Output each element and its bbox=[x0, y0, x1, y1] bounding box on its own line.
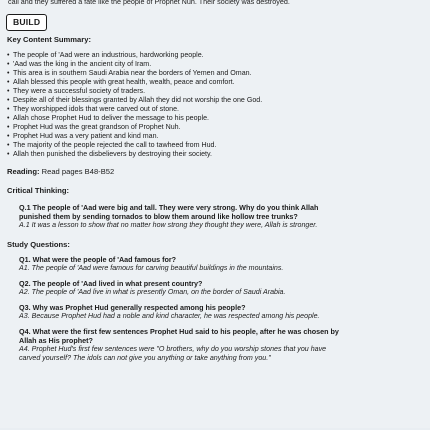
study-question-continued: Allah as His prophet? bbox=[19, 336, 93, 346]
study-question: Q3. Why was Prophet Hud generally respected among his people? bbox=[19, 303, 246, 313]
critical-question-line-2: punished them by sending tornados to blow them around like hollow tree trunks? bbox=[19, 211, 298, 221]
study-answer: A1. The people of 'Aad were famous for carving beautiful buildings in the mountains. bbox=[19, 264, 284, 273]
critical-thinking-heading: Critical Thinking: bbox=[7, 186, 70, 195]
reading-label: Reading: bbox=[7, 167, 40, 177]
summary-item: • This area is in southern Saudi Arabia near the borders of Yemen and Oman. bbox=[7, 69, 420, 78]
study-questions-heading: Study Questions: bbox=[7, 239, 70, 249]
summary-item: • Prophet Hud was a very patient and kind man. bbox=[7, 132, 420, 141]
summary-item: • They were a successful society of traders. bbox=[7, 87, 420, 96]
summary-item: • 'Aad was the king in the ancient city of Iram. bbox=[7, 60, 420, 69]
summary-item: • Allah blessed this people with great health, wealth, peace and comfort. bbox=[7, 78, 420, 87]
summary-heading: Key Content Summary: bbox=[7, 35, 91, 44]
build-badge: BUILD bbox=[6, 14, 47, 31]
summary-item: • The people of 'Aad were an industrious, hardworking people. bbox=[7, 51, 420, 60]
summary-item: • Despite all of their blessings granted by Allah they did not worship the one God. bbox=[7, 96, 420, 105]
critical-question-block bbox=[19, 203, 420, 230]
summary-item: • They worshipped idols that were carved out of stone. bbox=[7, 105, 420, 114]
summary-item: • Allah chose Prophet Hud to deliver the message to his people. bbox=[7, 114, 420, 123]
summary-item: • The majority of the people rejected the call to tawheed from Hud. bbox=[7, 141, 420, 150]
top-partial-line: call and they suffered a fate like the people of Prophet Nuh. Their society was destroyed. bbox=[8, 0, 290, 6]
study-question-block bbox=[19, 279, 420, 297]
study-question-block bbox=[19, 255, 420, 273]
study-question: Q1. What were the people of 'Aad famous for? bbox=[19, 255, 177, 265]
study-answer: A4. Prophet Hud's first few sentences were "O brothers, why do you worship stones that you have bbox=[19, 345, 327, 354]
study-question-block bbox=[19, 327, 420, 363]
summary-item: • Prophet Hud was the great grandson of Prophet Nuh. bbox=[7, 123, 420, 132]
study-answer: A2. The people of 'Aad live in what is presently Oman, on the border of Saudi Arabia. bbox=[19, 288, 286, 297]
reading-line bbox=[7, 167, 420, 177]
study-question: Q4. What were the first few sentences Prophet Hud said to his people, after he was chosen by bbox=[19, 327, 339, 337]
study-answer: A3. Because Prophet Hud had a noble and kind character, he was respected among his people. bbox=[19, 312, 320, 321]
study-question: Q2. The people of 'Aad lived in what present country? bbox=[19, 279, 203, 289]
summary-item: • Allah then punished the disbelievers by destroying their society. bbox=[7, 150, 420, 159]
summary-list bbox=[7, 51, 420, 160]
critical-question-line-1: Q.1 The people of 'Aad were big and tall. They were very strong. Why do you think Allah bbox=[19, 202, 319, 212]
critical-answer: A.1 It was a lesson to show that no matter how strong they thought they were, Allah is stronger. bbox=[19, 220, 318, 229]
study-question-block bbox=[19, 303, 420, 321]
study-answer-continued: carved yourself? The idols can not give you anything or take anything from you." bbox=[19, 354, 271, 363]
reading-text: Read pages B48-B52 bbox=[39, 167, 115, 177]
